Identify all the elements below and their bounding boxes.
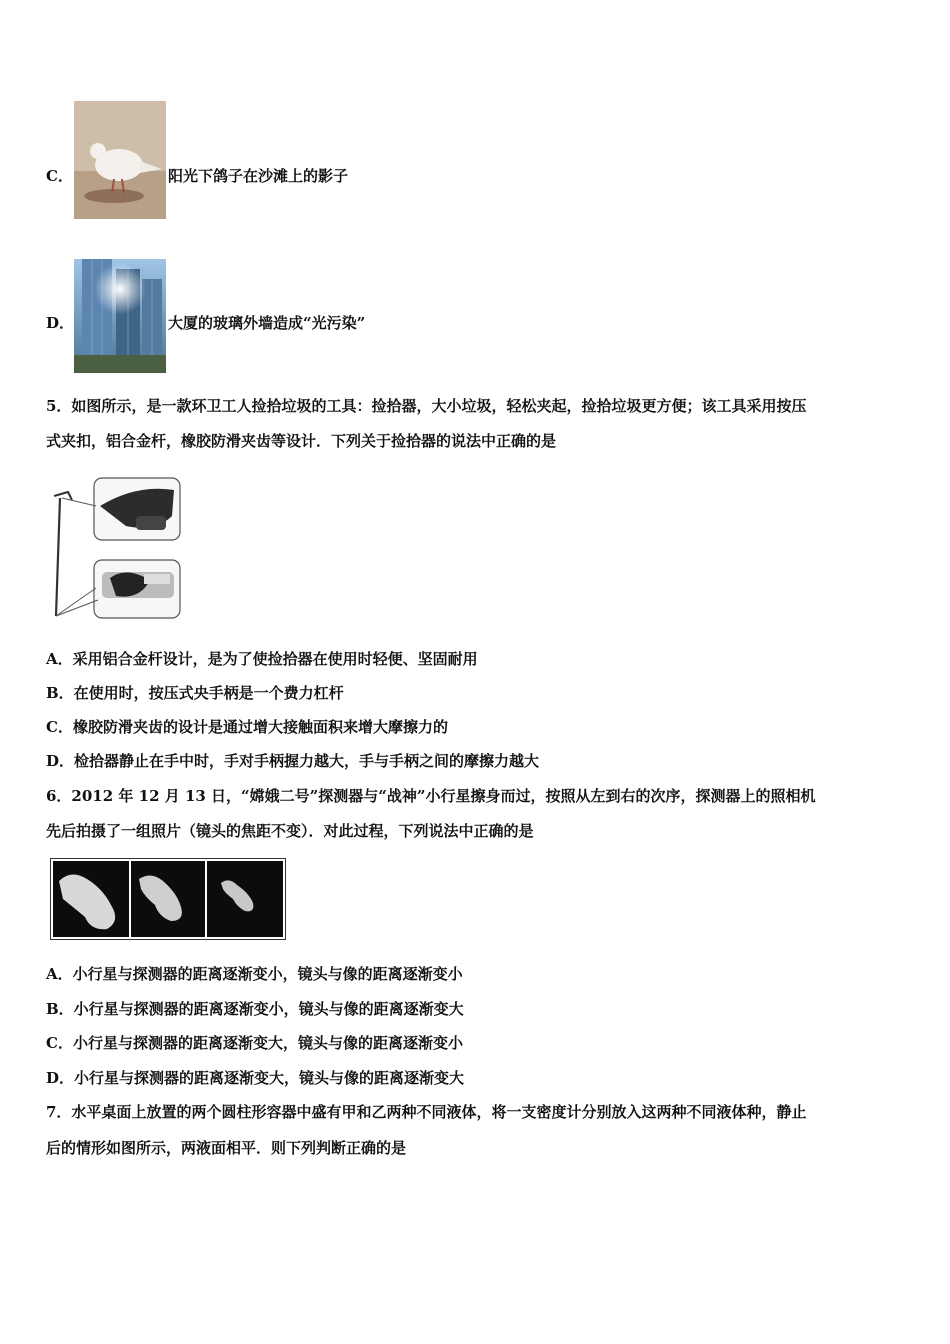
q6-option-d: D．小行星与探测器的距离逐渐变大，镜头与像的距离逐渐变大 [46,1069,465,1087]
q6-stem-line2: 先后拍摄了一组照片（镜头的焦距不变）．对此过程，下列说法中正确的是 [46,822,534,840]
q6-option-b: B．小行星与探测器的距离逐渐变小，镜头与像的距离逐渐变大 [46,1000,464,1018]
grabber-tool-image [46,476,184,622]
q5-stem-line2: 式夹扣，铝合金杆，橡胶防滑夹齿等设计．下列关于捡拾器的说法中正确的是 [46,432,557,450]
option-c-label: C． [46,167,73,185]
q6-option-c: C．小行星与探测器的距离逐渐变大，镜头与像的距离逐渐变小 [46,1034,463,1052]
pigeon-shadow-image [74,101,166,219]
q6-option-a: A．小行星与探测器的距离逐渐变小，镜头与像的距离逐渐变小 [46,965,463,983]
q6-stem-line1: 6．2012 年 12 月 13 日，“嫦娥二号”探测器与“战神”小行星擦身而过，按照从左到右的次序，探测器上的照相机 [46,787,816,805]
asteroid-photos-image [50,858,286,940]
q5-option-b: B．在使用时，按压式央手柄是一个费力杠杆 [46,684,344,702]
q5-option-d: D．检拾器静止在手中时，手对手柄握力越大，手与手柄之间的摩擦力越大 [46,752,540,770]
q5-stem-line1: 5．如图所示，是一款环卫工人捡拾垃圾的工具：捡拾器，大小垃圾，轻松夹起，捡拾垃圾更方便；该工具采用按压 [46,397,807,415]
option-d-label: D． [46,314,75,332]
q7-stem-line1: 7．水平桌面上放置的两个圆柱形容器中盛有甲和乙两种不同液体，将一支密度计分别放入这两种不同液体种，静止 [46,1103,807,1121]
q5-option-a: A．采用铝合金杆设计，是为了使捡拾器在使用时轻便、坚固耐用 [46,650,478,668]
q5-option-c: C．橡胶防滑夹齿的设计是通过增大接触面积来增大摩擦力的 [46,718,448,736]
option-c-text: 阳光下鸽子在沙滩上的影子 [168,167,349,185]
option-d-text: 大厦的玻璃外墙造成“光污染” [168,314,366,332]
glass-building-image [74,259,166,373]
q7-stem-line2: 后的情形如图所示，两液面相平．则下列判断正确的是 [46,1139,407,1157]
